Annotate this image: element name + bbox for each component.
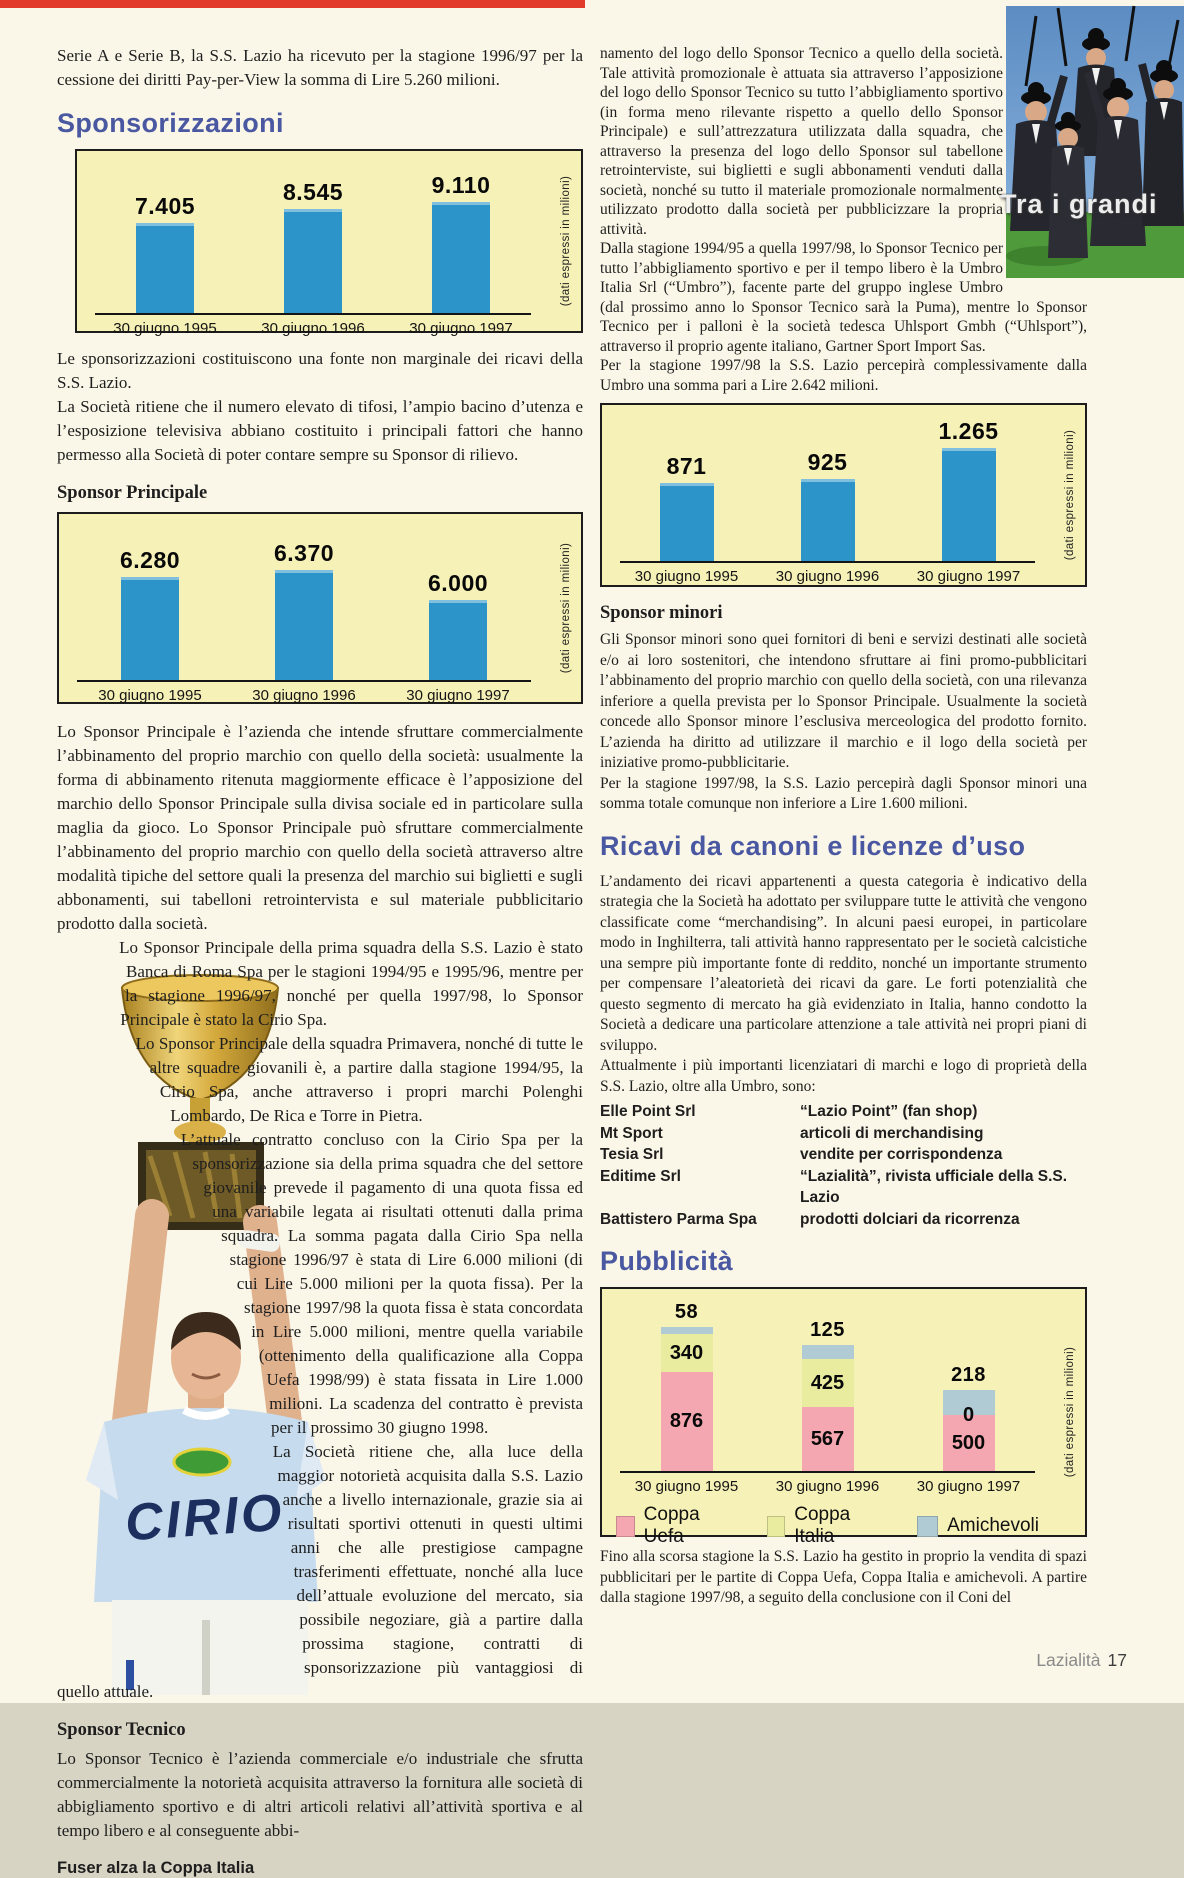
legend-label: Coppa Italia: [794, 1504, 851, 1547]
subheading-sponsor-tecnico: Sponsor Tecnico: [57, 1720, 186, 1740]
legend-item: [616, 1504, 733, 1548]
legend-label: Coppa Uefa: [643, 1504, 700, 1547]
bar: [136, 223, 194, 313]
chart-sponsor-principale: [57, 512, 583, 704]
bar: [275, 570, 333, 680]
stacked-bar: [661, 1327, 713, 1471]
x-tick-label: 30 giugno 1996: [775, 1478, 880, 1495]
bar: [801, 479, 855, 561]
photo-wrap-spacer: [1003, 44, 1087, 292]
x-tick-label: 30 giugno 1995: [634, 1478, 739, 1495]
bar-segment: [661, 1327, 713, 1334]
paragraph-principale-1: Lo Sponsor Principale è l’azienda che intende sfruttare commercialmente l’abbinamento del proprio marchio con quello della società: usualmente la forma di abbinamento ritenuta maggiormente efficace è l’apposizione del marchio dello Sponsor Principale sulla divisa sociale ed in particolare sulla maglia da gioco. Lo Sponsor Principale può sfruttare commercialmente l’abbinamento del proprio marchio con quello della società attraverso altre modalità tipiche del settore quali la presenza del marchio sui biglietti e sugli abbonamenti, sui tabelloni retrointervista e sul materiale pubblicitario prodotto dalla società.: [57, 722, 583, 933]
x-axis-labels: [616, 1478, 1039, 1495]
bar-value-label: 8.545: [282, 179, 344, 205]
bar-top-value-label: 58: [674, 1301, 699, 1323]
bar-segment: [661, 1334, 713, 1372]
licensee-row: [600, 1166, 1087, 1209]
licensee-row: [600, 1144, 1087, 1166]
x-axis-line: [77, 680, 531, 682]
bar-group: [616, 453, 757, 561]
section-heading-sponsorizzazioni: Sponsorizzazioni: [57, 108, 284, 138]
paragraph-negoziare: La Società ritiene che, alla luce della maggior notorietà acquisita dalla S.S. Lazio anche a livello internazionale, grazie sia ai risultati sportivi ottenuti in questi ultimi anni che alle prestigiose campagne trasferimenti effettuate, nonché alla luce dell’attuale evoluzione del mercato, sia possibile negoziare, già a partire dalla prossima stagione, contratti di sponsorizzazione più vantaggiosi di quello attuale.: [57, 1442, 583, 1701]
x-axis-labels: [73, 687, 535, 704]
bar-value-label: 871: [666, 453, 707, 479]
x-axis-labels: [616, 568, 1039, 585]
section-heading-pubblicita: Pubblicità: [600, 1246, 734, 1276]
jersey-sponsor-text: CIRIO: [123, 1483, 287, 1553]
x-axis-line: [620, 1471, 1035, 1473]
footer-brand: Lazialità: [1036, 1650, 1101, 1670]
section-heading-ricavi: Ricavi da canoni e licenze d’uso: [600, 830, 1026, 861]
stacked-bar: [802, 1345, 854, 1471]
top-red-accent-bar: [0, 0, 585, 8]
paragraph-tecnico-cont: namento del logo dello Sponsor Tecnico a quello della società. Tale attività promozionale è attuata sia attraverso l’apposizione del logo dello Sponsor Tecnico su tutto l’abbigliamento sportivo (in forma meno rilevante rispetto a quello dello Sponsor Principale) e sull’attrezzatura utilizzata dalla squadra, che attraverso la presenza del logo dello Sponsor sul tabellone retrointerviste, sui biglietti e sugli abbonamenti venduti dalla società, nonché su tutto il materiale promozionale normalmente utilizzato prodotto dalla società per pubblicizzare la propria attività.: [600, 44, 1087, 239]
segment-value-label: 425: [810, 1371, 845, 1394]
x-tick-label: 30 giugno 1996: [261, 320, 365, 337]
paragraph-contratto: L’attuale contratto concluso con la Cirio Spa per la sponsorizzazione sia della prima squadra che del settore giovanile prevede il pagamento di una quota fissa ed una variabile legata ai risultati ottenuti dalla prima squadra. La somma pagata dalla Cirio Spa nella stagione 1996/97 è stata di Lire 6.000 milioni (di cui Lire 5.000 milioni per la quota fissa). Per la stagione 1997/98 la quota fissa è stata concordata in Lire 5.000 milioni, mentre quella variabile (ottenimento della qualificazione alla Coppa Uefa 1998/99) è stata fissata in Lire 1.000 milioni. La scadenza del contratto è prevista per il prossimo 30 giugno 1998.: [180, 1130, 583, 1437]
segment-value-label: 340: [669, 1341, 704, 1364]
paragraph-principale-3: Lo Sponsor Principale della squadra Primavera, nonché di tutte le altre squadre giovanili è, a partire dalla stagione 1994/95, la Cirio Spa, anche attraverso i propri marchi Polenghi Lombardo, De Rica e Torre in Pietra.: [135, 1034, 583, 1125]
licensee-name: Mt Sport: [600, 1124, 663, 1142]
bar: [284, 209, 342, 313]
bar-group: [227, 540, 381, 680]
licensee-desc: articoli di merchandising: [800, 1124, 984, 1142]
axis-unit-note: (dati espressi in milioni): [560, 175, 572, 307]
bar-group: [91, 193, 239, 313]
bar-segment: [802, 1407, 854, 1471]
paragraph-fonte: Le sponsorizzazioni costituiscono una fonte non marginale dei ricavi della S.S. Lazio.: [57, 349, 583, 392]
x-tick-label: 30 giugno 1997: [916, 1478, 1021, 1495]
bar-value-label: 6.370: [273, 540, 335, 566]
bar: [121, 577, 179, 680]
left-column: [57, 44, 583, 1878]
plot-area: [616, 1299, 1039, 1471]
page-footer: [1036, 1650, 1127, 1671]
bar-group: [239, 179, 387, 313]
x-tick-label: 30 giugno 1997: [916, 568, 1021, 585]
chart-legend: [616, 1504, 1039, 1548]
x-tick-label: 30 giugno 1995: [113, 320, 217, 337]
licensee-name: Editime Srl: [600, 1167, 681, 1185]
licensee-name: Elle Point Srl: [600, 1103, 696, 1120]
paragraph-ricavi: L’andamento dei ricavi appartenenti a questa categoria è indicativo della strategia che la Società ha adottato per sviluppare tutte le attività che vengono classificate come “merchandising”. In alcuni paesi europei, in particolare modo in Inghilterra, tali attività hanno rappresentato per le società calcistiche una sempre più importante fonte di reddito, nonché un importante strumento per compensare l’aleatorietà dei ricavi da gare. Le forti potenzialità che questo segmento di mercato ha già evidenziato in Italia, hanno condotto la Società a dedicare una particolare attenzione a tale attività nei propri piani di sviluppo.: [600, 872, 1087, 1054]
bar-group: [898, 418, 1039, 561]
chart-sponsor-tecnico: [600, 403, 1087, 587]
bar-group: [757, 449, 898, 561]
segment-value-label: 876: [669, 1410, 704, 1432]
segment-value-label: 567: [810, 1427, 845, 1450]
bar-group: [616, 1301, 757, 1471]
paragraph-fino: Fino alla scorsa stagione la S.S. Lazio ha gestito in proprio la vendita di spazi pubblicitari per le partite di Coppa Uefa, Coppa Italia e amichevoli. A partire dalla stagione 1997/98, a seguito della conclusione con il Coni del: [600, 1548, 1087, 1606]
bar-group: [757, 1319, 898, 1471]
x-tick-label: 30 giugno 1997: [406, 687, 510, 704]
paragraph-percepira: Per la stagione 1997/98 la S.S. Lazio percepirà complessivamente dalla Umbro una somma pari a Lire 2.642 milioni.: [600, 357, 1087, 394]
bar-top-value-label: 218: [951, 1364, 986, 1386]
bar: [432, 202, 490, 313]
x-tick-label: 30 giugno 1996: [775, 568, 880, 585]
bar-segment: [802, 1345, 854, 1359]
paragraph-tecnico: Lo Sponsor Tecnico è l’azienda commerciale e/o industriale che sfrutta commercialmente la notorietà acquisita attraverso la fornitura alle società di abbigliamento sportivo e di altri articoli relativi all’attività sportiva e al tempo libero e al conseguente abbi-: [57, 1749, 583, 1840]
x-tick-label: 30 giugno 1996: [252, 687, 356, 704]
stacked-bar: [943, 1390, 995, 1471]
bar-segment: [802, 1359, 854, 1407]
licensee-desc: prodotti dolciari da ricorrenza: [800, 1210, 1020, 1228]
legend-swatch: [616, 1516, 635, 1537]
licensee-desc: vendite per corrispondenza: [800, 1146, 1003, 1163]
licensee-desc: “Lazio Point” (fan shop): [800, 1103, 978, 1120]
bar-group: [898, 1364, 1039, 1471]
segment-value-label: 500: [951, 1431, 986, 1454]
bar-top-value-label: 125: [810, 1319, 845, 1341]
paragraph-principale-2: Lo Sponsor Principale della prima squadra della S.S. Lazio è stato Banca di Roma Spa per le stagioni 1994/95 e 1995/96, mentre per la stagione 1996/97, nonché per quella 1997/98, lo Sponsor Principale è stato la Cirio Spa.: [119, 938, 583, 1029]
chart-pubblicita: [600, 1287, 1087, 1547]
paragraph-minori-2: Per la stagione 1997/98, la S.S. Lazio percepirà dagli Sponsor minori una somma totale comunque non inferiore a Lire 1.600 milioni.: [600, 774, 1087, 812]
bar: [942, 448, 996, 561]
licensees-table: [600, 1101, 1087, 1230]
bar-group: [387, 172, 535, 313]
x-axis-labels: [91, 320, 535, 337]
player-head: [171, 1312, 241, 1416]
bar-group: [73, 547, 227, 680]
legend-label: Amichevoli: [947, 1515, 1039, 1536]
subheading-sponsor-principale: Sponsor Principale: [57, 483, 208, 503]
segment-value-label: 0: [962, 1404, 975, 1426]
photo-overlay-title: Tra i grandi: [1000, 189, 1158, 219]
axis-unit-note: (dati espressi in milioni): [1064, 1346, 1076, 1478]
paragraph-societa: La Società ritiene che il numero elevato di tifosi, l’ampio bacino d’utenza e l’esposizione televisiva abbiano costituito i principali fattori che hanno permesso alla Società di poter contare sempre su Sponsor di rilievo.: [57, 397, 583, 464]
plot-area: [91, 161, 535, 313]
licensee-row: [600, 1123, 1087, 1145]
photo-caption-fuser: Fuser alza la Coppa Italia: [57, 1859, 255, 1877]
axis-unit-note: (dati espressi in milioni): [560, 542, 572, 674]
x-tick-label: 30 giugno 1995: [98, 687, 202, 704]
chart-sponsorizzazioni: [75, 149, 583, 337]
bar: [660, 483, 714, 561]
plot-area: [616, 415, 1039, 561]
x-axis-line: [95, 313, 531, 315]
paragraph-licenziatari: Attualmente i più importanti licenziatari di marchi e logo di proprietà della S.S. Lazio, oltre alla Umbro, sono:: [600, 1057, 1087, 1095]
bar-value-label: 925: [807, 449, 848, 475]
right-column: [600, 44, 1087, 1609]
x-tick-label: 30 giugno 1995: [634, 568, 739, 585]
bar-segment: [661, 1372, 713, 1471]
legend-swatch: [917, 1516, 938, 1537]
two-column-layout: [57, 44, 1087, 1878]
x-axis-line: [620, 561, 1035, 563]
plot-area: [73, 524, 535, 680]
bar-value-label: 9.110: [431, 172, 491, 198]
legend-swatch: [767, 1516, 786, 1537]
paragraph-minori-1: Gli Sponsor minori sono quei fornitori di beni e servizi destinati alle società e/o ai loro sostenitori, che intendono sfruttare ai fini promo-pubblicitari l’abbinamento del proprio marchio con quello della società, con una rilevanza inferiore a quella prevista per lo Sponsor Principale. Usualmente la società concede allo Sponsor minore l’esclusiva merceologica del prodotto fornito. L’azienda ha diritto ad utilizzare il marchio e il logo della società per iniziative promo-pubblicitarie.: [600, 631, 1087, 771]
bar-value-label: 1.265: [938, 418, 999, 444]
bar-value-label: 6.280: [119, 547, 181, 573]
x-tick-label: 30 giugno 1997: [409, 320, 513, 337]
legend-item: [767, 1504, 884, 1548]
licensee-row: [600, 1101, 1087, 1123]
licensee-name: Tesia Srl: [600, 1146, 664, 1163]
footer-page-number: 17: [1107, 1650, 1127, 1670]
intro-paragraph: Serie A e Serie B, la S.S. Lazio ha ricevuto per la stagione 1996/97 per la cessione dei diritti Pay-per-View la somma di Lire 5.260 milioni.: [57, 46, 583, 89]
axis-unit-note: (dati espressi in milioni): [1064, 429, 1076, 561]
licensee-row: [600, 1209, 1087, 1231]
subheading-sponsor-minori: Sponsor minori: [600, 603, 723, 623]
licensee-desc: “Lazialità”, rivista ufficiale della S.S. Lazio: [800, 1167, 1068, 1206]
bar: [429, 600, 487, 680]
legend-item: [917, 1504, 1039, 1548]
bar-value-label: 7.405: [134, 193, 196, 219]
bar-value-label: 6.000: [427, 570, 489, 596]
bar-group: [381, 570, 535, 680]
licensee-name: Battistero Parma Spa: [600, 1210, 757, 1228]
paragraph-umbro: Dalla stagione 1994/95 a quella 1997/98, lo Sponsor Tecnico per tutto l’abbigliamento sportivo e per il tempo libero è la Umbro Italia Srl (“Umbro”), facente parte del gruppo inglese Umbro (dal prossimo anno lo Sponsor Tecnico sarà la Puma), mentre lo Sponsor Tecnico per i palloni è la società tedesca Uhlsport Gmbh (“Uhlsport”), attraverso il proprio agente italiano, Gartner Sport Import Sas.: [600, 240, 1087, 355]
